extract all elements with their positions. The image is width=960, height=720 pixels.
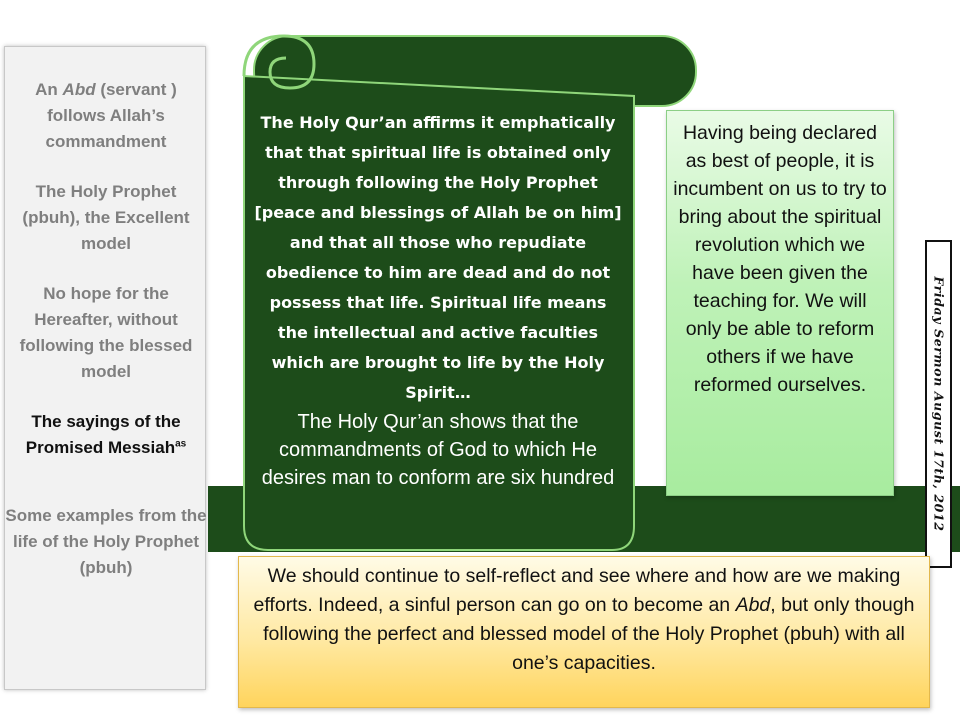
self-reflection-text: We should continue to self-reflect and see where and how are we making efforts. Indeed, a sinful person can go on to become an: [253, 565, 901, 616]
scroll-text-block: [252, 108, 624, 492]
nav-item-text: No hope for the Hereafter, without following the blessed model: [19, 284, 193, 381]
scroll-quote: The Holy Qur’an affirms it emphatically that that spiritual life is obtained only through following the Holy Prophet [peace and blessings of Allah be on him] and that all those who repudiate obedience to him are dead and do not possess that life. Spiritual life means the intellectual and active faculties which are brought to life by the Holy Spirit…: [254, 113, 622, 402]
nav-item-abd-servant[interactable]: [5, 77, 207, 155]
sermon-date-text: Friday Sermon August 17th, 2012: [931, 276, 946, 532]
self-reflection-emphasis: Abd: [735, 594, 771, 616]
nav-item-text: An: [35, 80, 63, 99]
self-reflection-box: [238, 556, 930, 708]
nav-item-excellent-model[interactable]: [5, 179, 207, 257]
nav-item-text: The sayings of the Promised Messiah: [25, 412, 181, 457]
sermon-date-tag: [925, 240, 952, 568]
nav-item-examples-life[interactable]: [5, 503, 207, 581]
nav-item-promised-messiah-sayings[interactable]: [5, 409, 207, 461]
scroll-body-text: The Holy Qur’an shows that the commandments of God to which He desires man to conform are six hundred: [261, 411, 615, 489]
nav-item-text: Some examples from the life of the Holy Prophet (pbuh): [5, 506, 207, 577]
nav-item-no-hope-hereafter[interactable]: [5, 281, 207, 385]
nav-item-emphasis: Abd: [62, 80, 96, 99]
reform-note-box: [666, 110, 894, 496]
scroll-curl-fill: [246, 90, 266, 98]
self-reflection-text-end: , but only though following the perfect and blessed model of the Holy Prophet (pbuh) with all one’s capacities.: [263, 594, 915, 674]
reform-note-text: Having being declared as best of people, it is incumbent on us to try to bring about the spiritual revolution which we have been given the teaching for. We will only be able to reform others if we have reformed ourselves.: [673, 122, 887, 396]
nav-item-text: The Holy Prophet (pbuh), the Excellent model: [22, 182, 190, 253]
nav-item-text: (servant ) follows Allah’s commandment: [45, 80, 177, 151]
topic-nav-panel: [4, 46, 206, 690]
nav-item-superscript: as: [175, 438, 187, 450]
